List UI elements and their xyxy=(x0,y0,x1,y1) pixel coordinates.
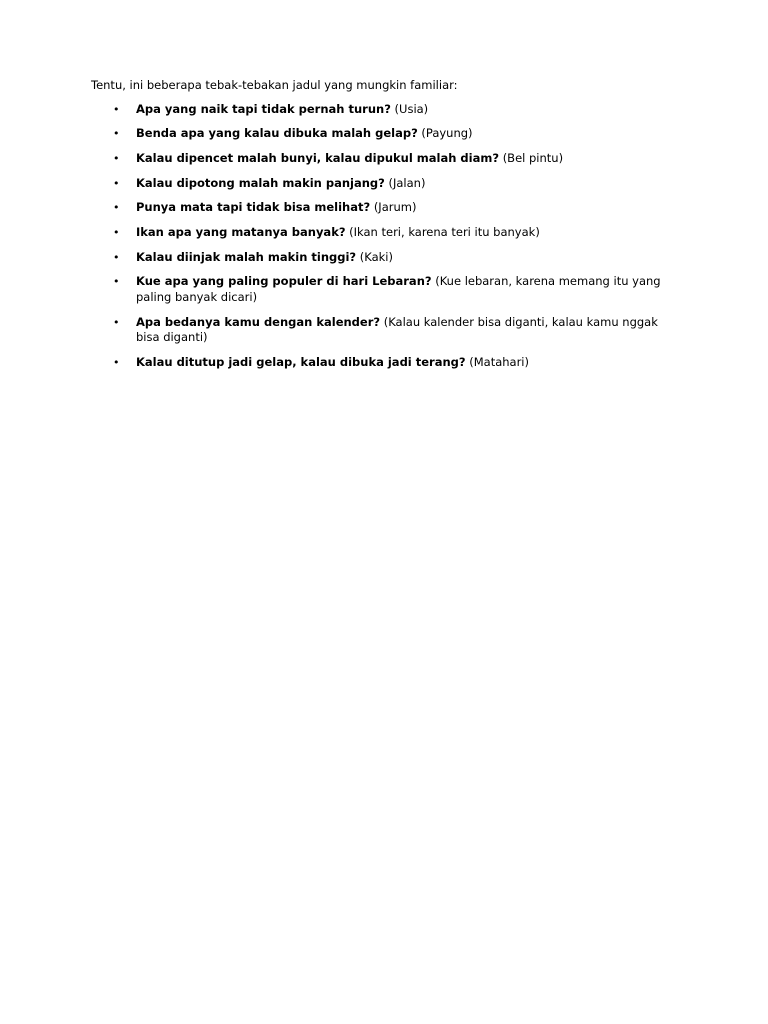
list-item xyxy=(91,151,671,167)
riddle-question: Kalau diinjak malah makin tinggi? xyxy=(136,249,357,264)
bullet-icon: • xyxy=(113,275,120,289)
list-item xyxy=(91,126,671,142)
riddle-answer: (Payung) xyxy=(421,126,473,141)
list-item xyxy=(91,250,671,266)
riddle-answer: (Bel pintu) xyxy=(502,150,564,165)
riddle-question: Kalau dipencet malah bunyi, kalau dipukul malah diam? xyxy=(136,150,500,165)
riddle-question: Apa yang naik tapi tidak pernah turun? xyxy=(136,101,391,116)
riddle-question: Kue apa yang paling populer di hari Lebaran? xyxy=(136,274,432,289)
bullet-icon: • xyxy=(113,201,120,215)
riddle-question: Kalau dipotong malah makin panjang? xyxy=(136,175,385,190)
bullet-icon: • xyxy=(113,355,120,369)
document-body xyxy=(91,78,671,379)
bullet-icon: • xyxy=(113,151,120,165)
riddle-answer: (Kaki) xyxy=(359,249,393,264)
bullet-icon: • xyxy=(113,225,120,239)
list-item xyxy=(91,315,671,346)
list-item xyxy=(91,200,671,216)
riddle-answer: (Matahari) xyxy=(469,354,529,369)
riddle-question: Punya mata tapi tidak bisa melihat? xyxy=(136,200,371,215)
bullet-icon: • xyxy=(113,250,120,264)
riddle-answer: (Jalan) xyxy=(388,175,426,190)
intro-paragraph: Tentu, ini beberapa tebak-tebakan jadul yang mungkin familiar: xyxy=(91,78,458,92)
list-item xyxy=(91,176,671,192)
riddle-question: Apa bedanya kamu dengan kalender? xyxy=(136,314,381,329)
bullet-icon: • xyxy=(113,102,120,116)
bullet-icon: • xyxy=(113,315,120,329)
riddle-answer: (Kalau kalender bisa diganti, kalau kamu nggak bisa diganti) xyxy=(136,314,658,344)
list-item xyxy=(91,355,671,371)
list-item xyxy=(91,225,671,241)
riddle-answer: (Usia) xyxy=(394,101,429,116)
riddle-question: Ikan apa yang matanya banyak? xyxy=(136,224,346,239)
bullet-icon: • xyxy=(113,127,120,141)
bullet-icon: • xyxy=(113,176,120,190)
list-item xyxy=(91,102,671,118)
list-item xyxy=(91,274,671,305)
riddle-question: Benda apa yang kalau dibuka malah gelap? xyxy=(136,126,418,141)
riddle-answer: (Kue lebaran, karena memang itu yang paling banyak dicari) xyxy=(136,274,661,304)
riddle-answer: (Jarum) xyxy=(373,200,417,215)
riddle-answer: (Ikan teri, karena teri itu banyak) xyxy=(349,224,540,239)
riddle-list xyxy=(91,102,671,371)
riddle-question: Kalau ditutup jadi gelap, kalau dibuka jadi terang? xyxy=(136,354,466,369)
